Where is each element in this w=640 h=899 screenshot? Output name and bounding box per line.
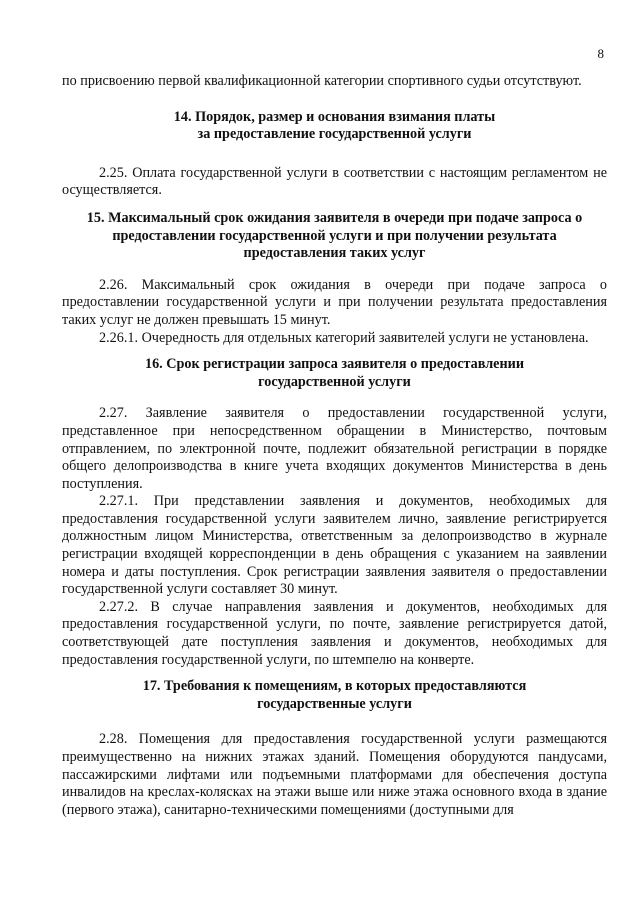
section-16-title-line-1: 16. Срок регистрации запроса заявителя о предоставлении xyxy=(144,356,525,373)
page-number: 8 xyxy=(597,46,604,61)
paragraph-2-26: 2.26. Максимальный срок ожидания в очереди при подаче запроса о предоставлении государственной услуги и при получении результата предоставления таких услуг не должен превышать 15 минут. xyxy=(62,276,607,328)
intro-paragraph: по присвоению первой квалификационной категории спортивного судьи отсутствуют. xyxy=(62,73,582,89)
section-16-title-line-2: государственной услуги xyxy=(258,373,411,390)
section-15-title-line-1: 15. Максимальный срок ожидания заявителя в очереди при подаче запроса о xyxy=(86,209,583,226)
paragraph-2-25: 2.25. Оплата государственной услуги в соответствии с настоящим регламентом не осуществляется. xyxy=(62,164,607,199)
paragraph-2-28: 2.28. Помещения для предоставления государственной услуги размещаются преимущественно на нижних этажах зданий. Помещения оборудуются пандусами, пассажирскими лифтами или подъемными платформами для обеспечения доступа инвалидов на креслах-колясках на этажи выше или ниже этажа основного входа в здание (первого этажа), санитарно-техническими помещениями (доступными для xyxy=(62,731,607,818)
document-body xyxy=(62,73,607,819)
paragraph-2-26-1: 2.26.1. Очередность для отдельных категорий заявителей услуги не установлена. xyxy=(99,329,589,346)
section-17-title-line-2: государственные услуги xyxy=(257,695,412,712)
paragraph-2-27-1: 2.27.1. При представлении заявления и документов, необходимых для предоставления государственной услуги заявителем лично, заявление регистрируется должностным лицом Министерства, ответственным за делопроизводство в журнале регистрации входящей корреспонденции в день обращения с указанием на заявлении номера и даты поступления. Срок регистрации заявления заявителя о предоставлении государственной услуги составляет 30 минут. xyxy=(62,493,607,598)
section-17-title-line-1: 17. Требования к помещениям, в которых предоставляются xyxy=(142,678,527,695)
section-15-title-line-3: предоставления таких услуг xyxy=(243,245,426,262)
section-14-heading xyxy=(62,109,607,144)
section-17-heading xyxy=(62,678,607,713)
section-15-title-line-2: предоставлении государственной услуги и при получении результата xyxy=(112,227,557,244)
section-15-heading xyxy=(62,210,607,263)
paragraph-2-27-2: 2.27.2. В случае направления заявления и документов, необходимых для предоставления государственной услуги, по почте, заявление регистрируется датой, соответствующей дате поступления заявления и документов, необходимых для предоставления государственной услуги, по штемпелю на конверте. xyxy=(62,598,607,668)
section-14-title-line-2: за предоставление государственной услуги xyxy=(197,126,472,143)
section-14-title-line-1: 14. Порядок, размер и основания взимания платы xyxy=(173,108,496,125)
section-16-heading xyxy=(62,356,607,391)
paragraph-2-27: 2.27. Заявление заявителя о предоставлении государственной услуги, представленное при непосредственном обращении в Министерство, почтовым отправлением, по электронной почте, подлежит обязательной регистрации в порядке общего делопроизводства в книге учета входящих документов Министерства в день поступления. xyxy=(62,405,607,492)
